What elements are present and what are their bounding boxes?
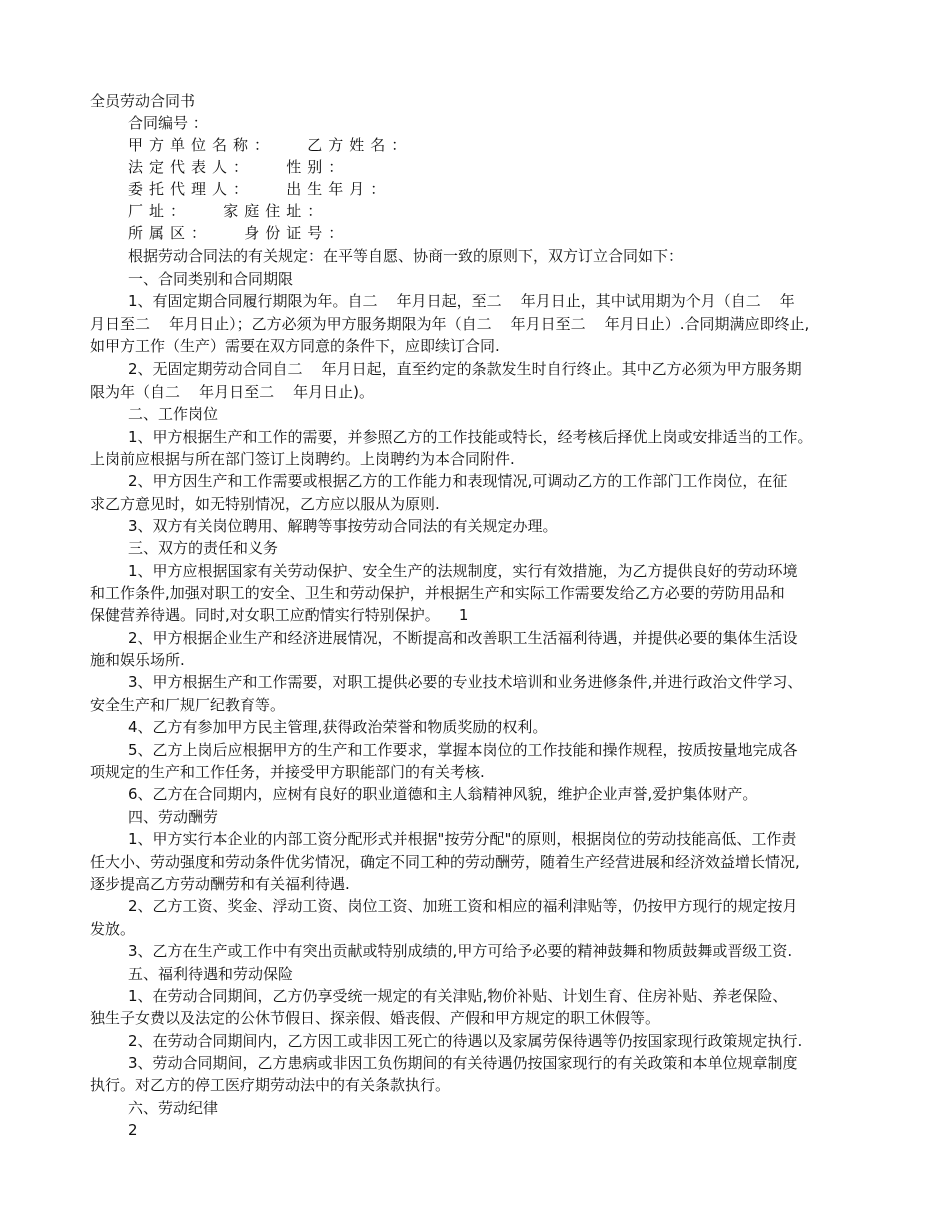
field-district: 所属区： 身份证号： <box>128 224 350 242</box>
section-heading: 三、双方的责任和义务 <box>128 539 279 557</box>
paragraph-line: 逐步提高乙方劳动酬劳和有关福利待遇. <box>90 875 350 893</box>
paragraph-line: 1、甲方应根据国家有关劳动保护、安全生产的法规制度，实行有效措施，为乙方提供良好的劳动环境 <box>128 562 798 580</box>
section-heading: 一、合同类别和合同期限 <box>128 270 294 288</box>
paragraph-line: 上岗前应根据与所在部门签订上岗聘约。上岗聘约为本合同附件. <box>90 450 515 468</box>
field-authorized-agent: 委托代理人： 出生年月： <box>128 180 392 198</box>
paragraph-line: 任大小、劳动强度和劳动条件优劣情况，确定不同工种的劳动酬劳，随着生产经营进展和经济效益增长情况, <box>90 853 800 871</box>
paragraph-line: 3、劳动合同期间，乙方患病或非因工负伤期间的有关待遇仍按国家现行的有关政策和本单位规章制度 <box>128 1054 798 1072</box>
paragraph-line: 安全生产和厂规厂纪教育等。 <box>90 696 286 714</box>
paragraph-line: 1、在劳动合同期间，乙方仍享受统一规定的有关津贴,物价补贴、计划生育、住房补贴、养老保险、 <box>128 987 788 1005</box>
paragraph-line: 1、有固定期合同履行期限为年。自二 年月日起，至二 年月日止，其中试用期为个月（自二 年 <box>128 292 795 310</box>
paragraph-line: 2、在劳动合同期间内，乙方因工或非因工死亡的待遇以及家属劳保待遇等仍按国家现行政策规定执行. <box>128 1032 803 1050</box>
paragraph-line: 1、甲方实行本企业的内部工资分配形式并根据"按劳分配"的原则，根据岗位的劳动技能高低、工作责 <box>128 830 797 848</box>
paragraph-line: 2、无固定期劳动合同自二 年月日起，直至约定的条款发生时自行终止。其中乙方必须为甲方服务期 <box>128 360 802 378</box>
paragraph-line: 和工作条件,加强对职工的安全、卫生和劳动保护，并根据生产和实际工作需要发给乙方必要的劳防用品和 <box>90 584 785 602</box>
field-contract-number: 合同编号 ： <box>128 114 208 132</box>
paragraph-line: 限为年（自二 年月日至二 年月日止)。 <box>90 383 374 401</box>
paragraph-line: 3、乙方在生产或工作中有突出贡献或特别成绩的,甲方可给予必要的精神鼓舞和物质鼓舞或晋级工资. <box>128 942 793 960</box>
page-number: 2 <box>128 1121 138 1139</box>
paragraph-line: 执行。对乙方的停工医疗期劳动法中的有关条款执行。 <box>90 1076 451 1094</box>
section-heading: 二、工作岗位 <box>128 405 219 423</box>
paragraph-line: 2、乙方工资、奖金、浮动工资、岗位工资、加班工资和相应的福利津贴等，仍按甲方现行的规定按月 <box>128 897 798 915</box>
paragraph-line: 3、双方有关岗位聘用、解聘等事按劳动合同法的有关规定办理。 <box>128 517 558 535</box>
section-heading: 五、福利待遇和劳动保险 <box>128 965 294 983</box>
paragraph-line: 发放。 <box>90 920 136 938</box>
field-party-a-name: 甲方单位名称： 乙方姓名： <box>128 136 413 154</box>
preamble: 根据劳动合同法的有关规定：在平等自愿、协商一致的原则下，双方订立合同如下： <box>128 247 684 265</box>
field-factory-address: 厂址： 家庭住址： <box>128 202 329 220</box>
paragraph-line: 2、甲方因生产和工作需要或根据乙方的工作能力和表现情况,可调动乙方的工作部门工作岗位，在征 <box>128 472 788 490</box>
paragraph-line: 6、乙方在合同期内，应树有良好的职业道德和主人翁精神风貌，维护企业声誉,爱护集体财产。 <box>128 785 758 803</box>
document-title: 全员劳动合同书 <box>90 92 196 110</box>
paragraph-line: 如甲方工作（生产）需要在双方同意的条件下，应即续订合同. <box>90 337 500 355</box>
paragraph-line: 项规定的生产和工作任务，并接受甲方职能部门的有关考核. <box>90 763 485 781</box>
paragraph-line: 月日至二 年月日止）；乙方必须为甲方服务期限为年（自二 年月日至二 年月日止）.合同期满应即终止, <box>90 315 810 333</box>
section-heading: 六、劳动纪律 <box>128 1099 219 1117</box>
paragraph-line: 施和娱乐场所. <box>90 651 185 669</box>
paragraph-line: 1、甲方根据生产和工作的需要，并参照乙方的工作技能或特长，经考核后择优上岗或安排适当的工作。 <box>128 428 813 446</box>
paragraph-line: 4、乙方有参加甲方民主管理,获得政治荣誉和物质奖励的权利。 <box>128 718 548 736</box>
paragraph-line: 5、乙方上岗后应根据甲方的生产和工作要求，掌握本岗位的工作技能和操作规程，按质按量地完成各 <box>128 741 798 759</box>
paragraph-line: 求乙方意见时，如无特别情况，乙方应以服从为原则. <box>90 495 440 513</box>
paragraph-line: 3、甲方根据生产和工作需要，对职工提供必要的专业技术培训和业务进修条件,并进行政治文件学习、 <box>128 673 803 691</box>
section-heading: 四、劳动酬劳 <box>128 808 219 826</box>
field-legal-representative: 法定代表人： 性别： <box>128 158 350 176</box>
paragraph-line: 保健营养待遇。同时,对女职工应酌情实行特别保护。 1 <box>90 606 469 624</box>
paragraph-line: 2、甲方根据企业生产和经济进展情况，不断提高和改善职工生活福利待遇，并提供必要的集体生活设 <box>128 629 798 647</box>
paragraph-line: 独生子女费以及法定的公休节假日、探亲假、婚丧假、产假和甲方规定的职工休假等。 <box>90 1009 661 1027</box>
